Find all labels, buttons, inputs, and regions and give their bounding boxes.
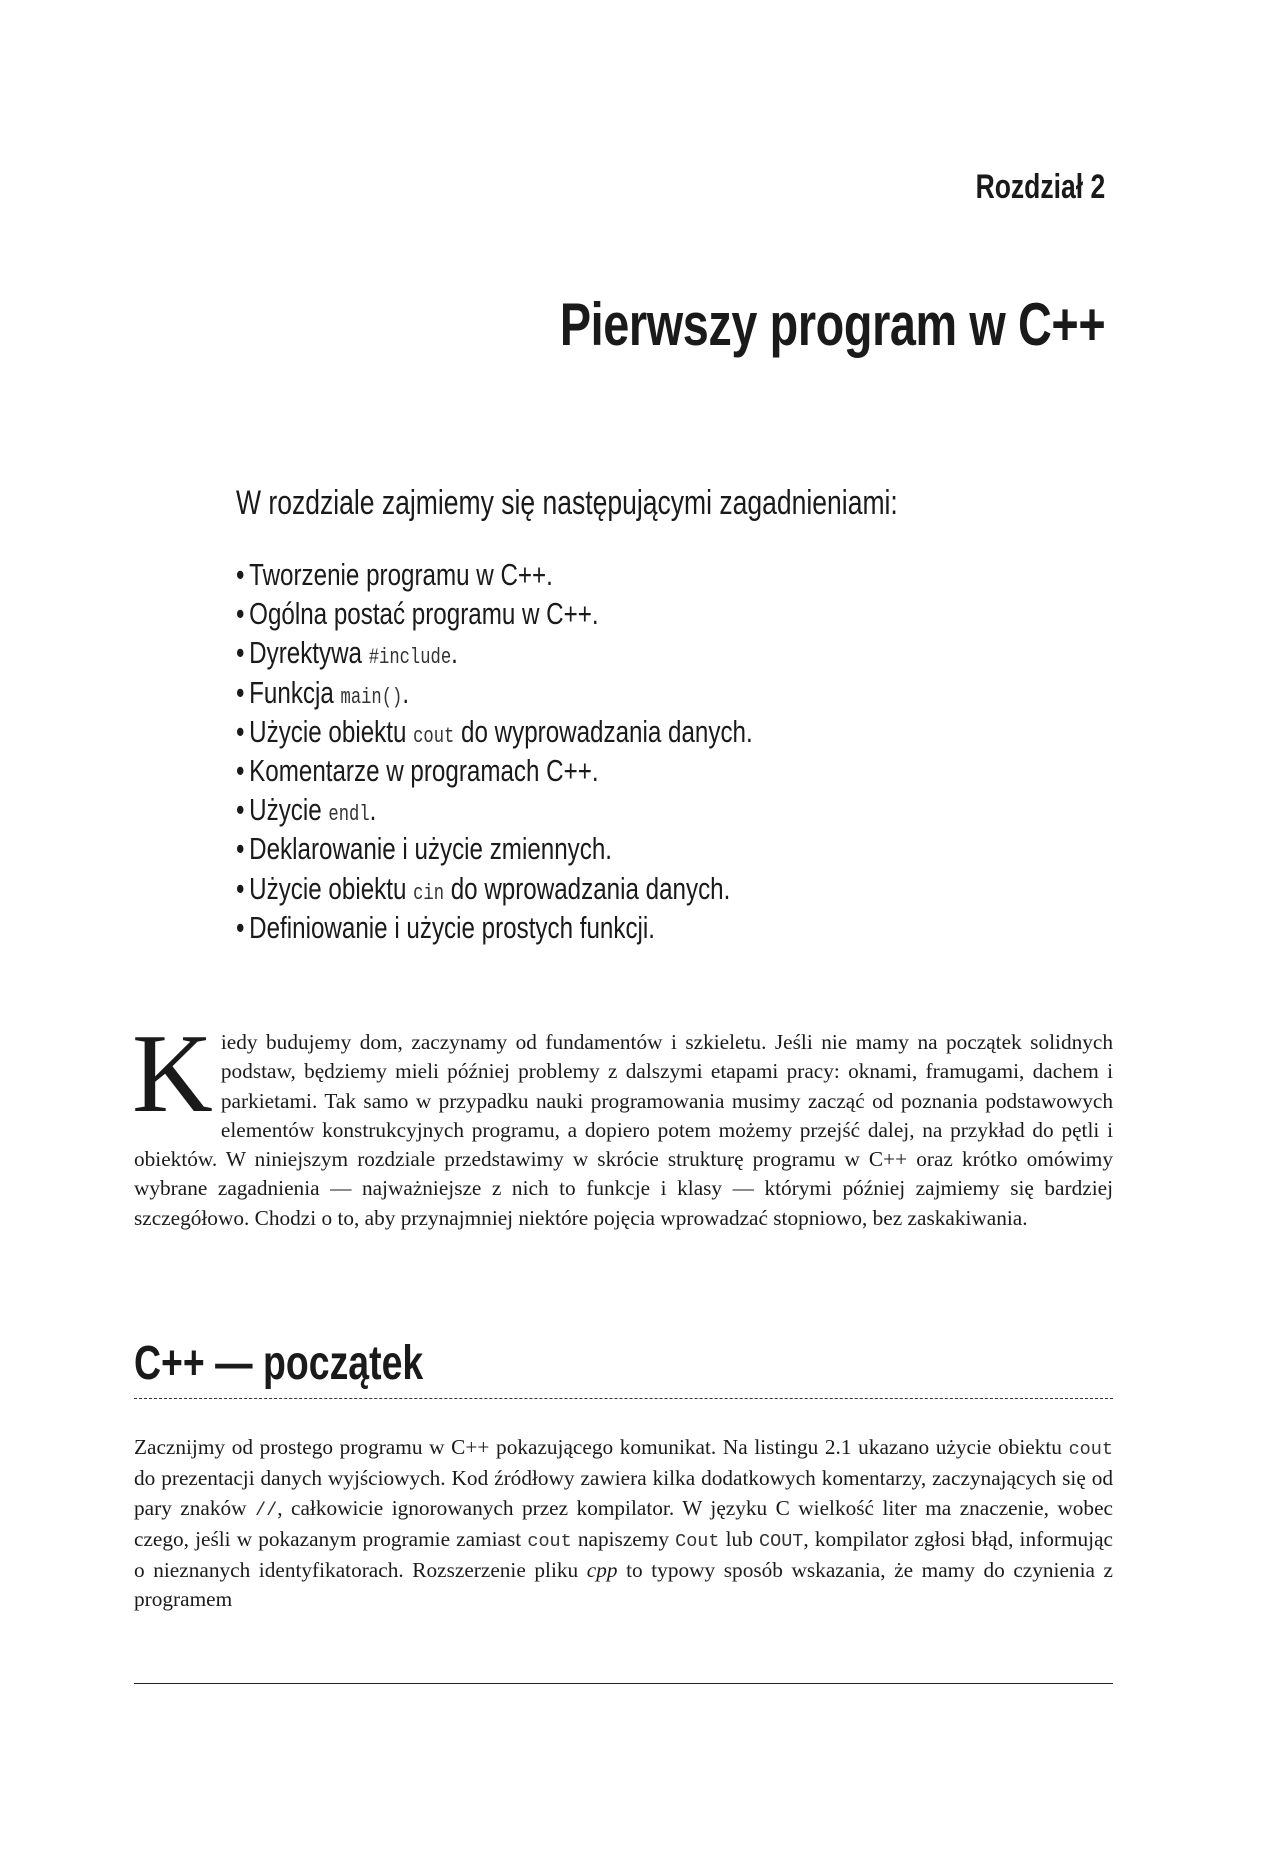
- list-item-text: Komentarze w programach C++.: [249, 752, 599, 788]
- list-item-code: cin: [413, 880, 445, 906]
- list-item: [236, 633, 898, 672]
- list-item: [236, 829, 898, 868]
- bullet-icon: •: [236, 713, 245, 749]
- bullet-icon: •: [236, 792, 245, 828]
- list-item: [236, 712, 898, 751]
- bullet-icon: •: [236, 909, 245, 945]
- section-text: napiszemy: [571, 1526, 676, 1551]
- list-item-text: Tworzenie programu w C++.: [249, 557, 553, 592]
- inline-code: //: [255, 1499, 278, 1521]
- chapter-label: Rozdział 2: [975, 168, 1105, 206]
- inline-code: COUT: [758, 1530, 804, 1552]
- list-item-code: main(): [340, 684, 403, 710]
- chapter-title: Pierwszy program w C++: [559, 291, 1105, 358]
- list-item-code: #include: [368, 645, 452, 671]
- list-item-text: Deklarowanie i użycie zmiennych.: [249, 831, 613, 867]
- list-item: [236, 751, 898, 790]
- bullet-icon: •: [236, 635, 245, 671]
- section-text: lub: [719, 1526, 759, 1551]
- list-item-text: Ogólna postać programu w C++.: [249, 596, 599, 632]
- drop-cap: K: [132, 1012, 213, 1136]
- topics-heading: W rozdziale zajmiemy się następującymi zagadnieniami:: [236, 484, 898, 522]
- bullet-icon: •: [236, 752, 245, 788]
- topics-list: [236, 555, 898, 947]
- list-item-text: Użycie obiektu: [249, 870, 414, 906]
- list-item-text-end: .: [402, 674, 410, 710]
- section-heading: C++ — początek: [134, 1337, 424, 1390]
- intro-paragraph: [132, 1012, 1113, 1233]
- section-paragraph: [134, 1433, 1113, 1615]
- inline-code: cout: [1068, 1439, 1113, 1460]
- section-text: , całkowicie ignorowanych przez kompilator. W języku C wielkość liter ma znaczenie, wobec czego, jeśli w pokazanym programie zamiast: [134, 1495, 1113, 1551]
- bullet-icon: •: [236, 557, 245, 592]
- italic-text: cpp: [586, 1558, 618, 1583]
- inline-code: cout: [527, 1530, 572, 1552]
- section-text: Zacznijmy od prostego programu w C++ pokazującego komunikat. Na listingu 2.1 ukazano użycie obiektu: [134, 1435, 1069, 1459]
- list-item-text-end: .: [369, 792, 377, 828]
- list-item-text: Funkcja: [249, 674, 341, 710]
- inline-code: Cout: [675, 1530, 720, 1552]
- footer-divider: [134, 1683, 1113, 1684]
- list-item-text-end: do wprowadzania danych.: [444, 870, 731, 906]
- list-item-code: cout: [413, 723, 455, 749]
- section-divider: [134, 1398, 1113, 1399]
- list-item: [236, 869, 898, 908]
- bullet-icon: •: [236, 674, 245, 710]
- section-text: , kompilator zgłosi błąd, informując o nieznanych identyfikatorach. Rozszerzenie pliku: [134, 1526, 1113, 1583]
- list-item: [236, 555, 898, 594]
- list-item: [236, 673, 898, 712]
- bullet-icon: •: [236, 831, 245, 867]
- list-item-code: endl: [328, 802, 370, 828]
- list-item: [236, 594, 898, 633]
- list-item-text-end: do wyprowadzania danych.: [454, 713, 753, 749]
- list-item-text-end: .: [451, 635, 458, 671]
- list-item-text: Użycie obiektu: [249, 713, 414, 749]
- list-item-text: Użycie: [249, 792, 329, 828]
- bullet-icon: •: [236, 870, 245, 906]
- list-item-text: Dyrektywa: [249, 635, 369, 671]
- bullet-icon: •: [236, 596, 245, 632]
- list-item-text: Definiowanie i użycie prostych funkcji.: [249, 909, 656, 945]
- section-text: to typowy sposób wskazania, że mamy do czynienia z programem: [134, 1558, 1113, 1612]
- section-text: do prezentacji danych wyjściowych. Kod źródłowy zawiera kilka dodatkowych komentarzy, zaczynających się od pary znaków: [134, 1466, 1113, 1520]
- intro-text: iedy budujemy dom, zaczynamy od fundamentów i szkieletu. Jeśli nie mamy na początek solidnych podstaw, będziemy mieli później problemy z dalszymi etapami pracy: oknami, framugami, dachem i parkietami. Tak samo w przypadku nauki programowania musimy zacząć od poznania podstawowych elementów konstrukcyjnych programu, a dopiero potem możemy przejść dalej, na przykład do pętli i obiektów. W niniejszym rozdziale przedstawimy w skrócie strukturę programu w C++ oraz krótko omówimy wybrane zagadnienia — najważniejsze z nich to funkcje i klasy — którymi później zajmiemy się bardziej szczegółowo. Chodzi o to, aby przynajmniej niektóre pojęcia wprowadzać stopniowo, bez zaskakiwania.: [134, 1030, 1113, 1230]
- list-item: [236, 790, 898, 829]
- list-item: [236, 908, 898, 947]
